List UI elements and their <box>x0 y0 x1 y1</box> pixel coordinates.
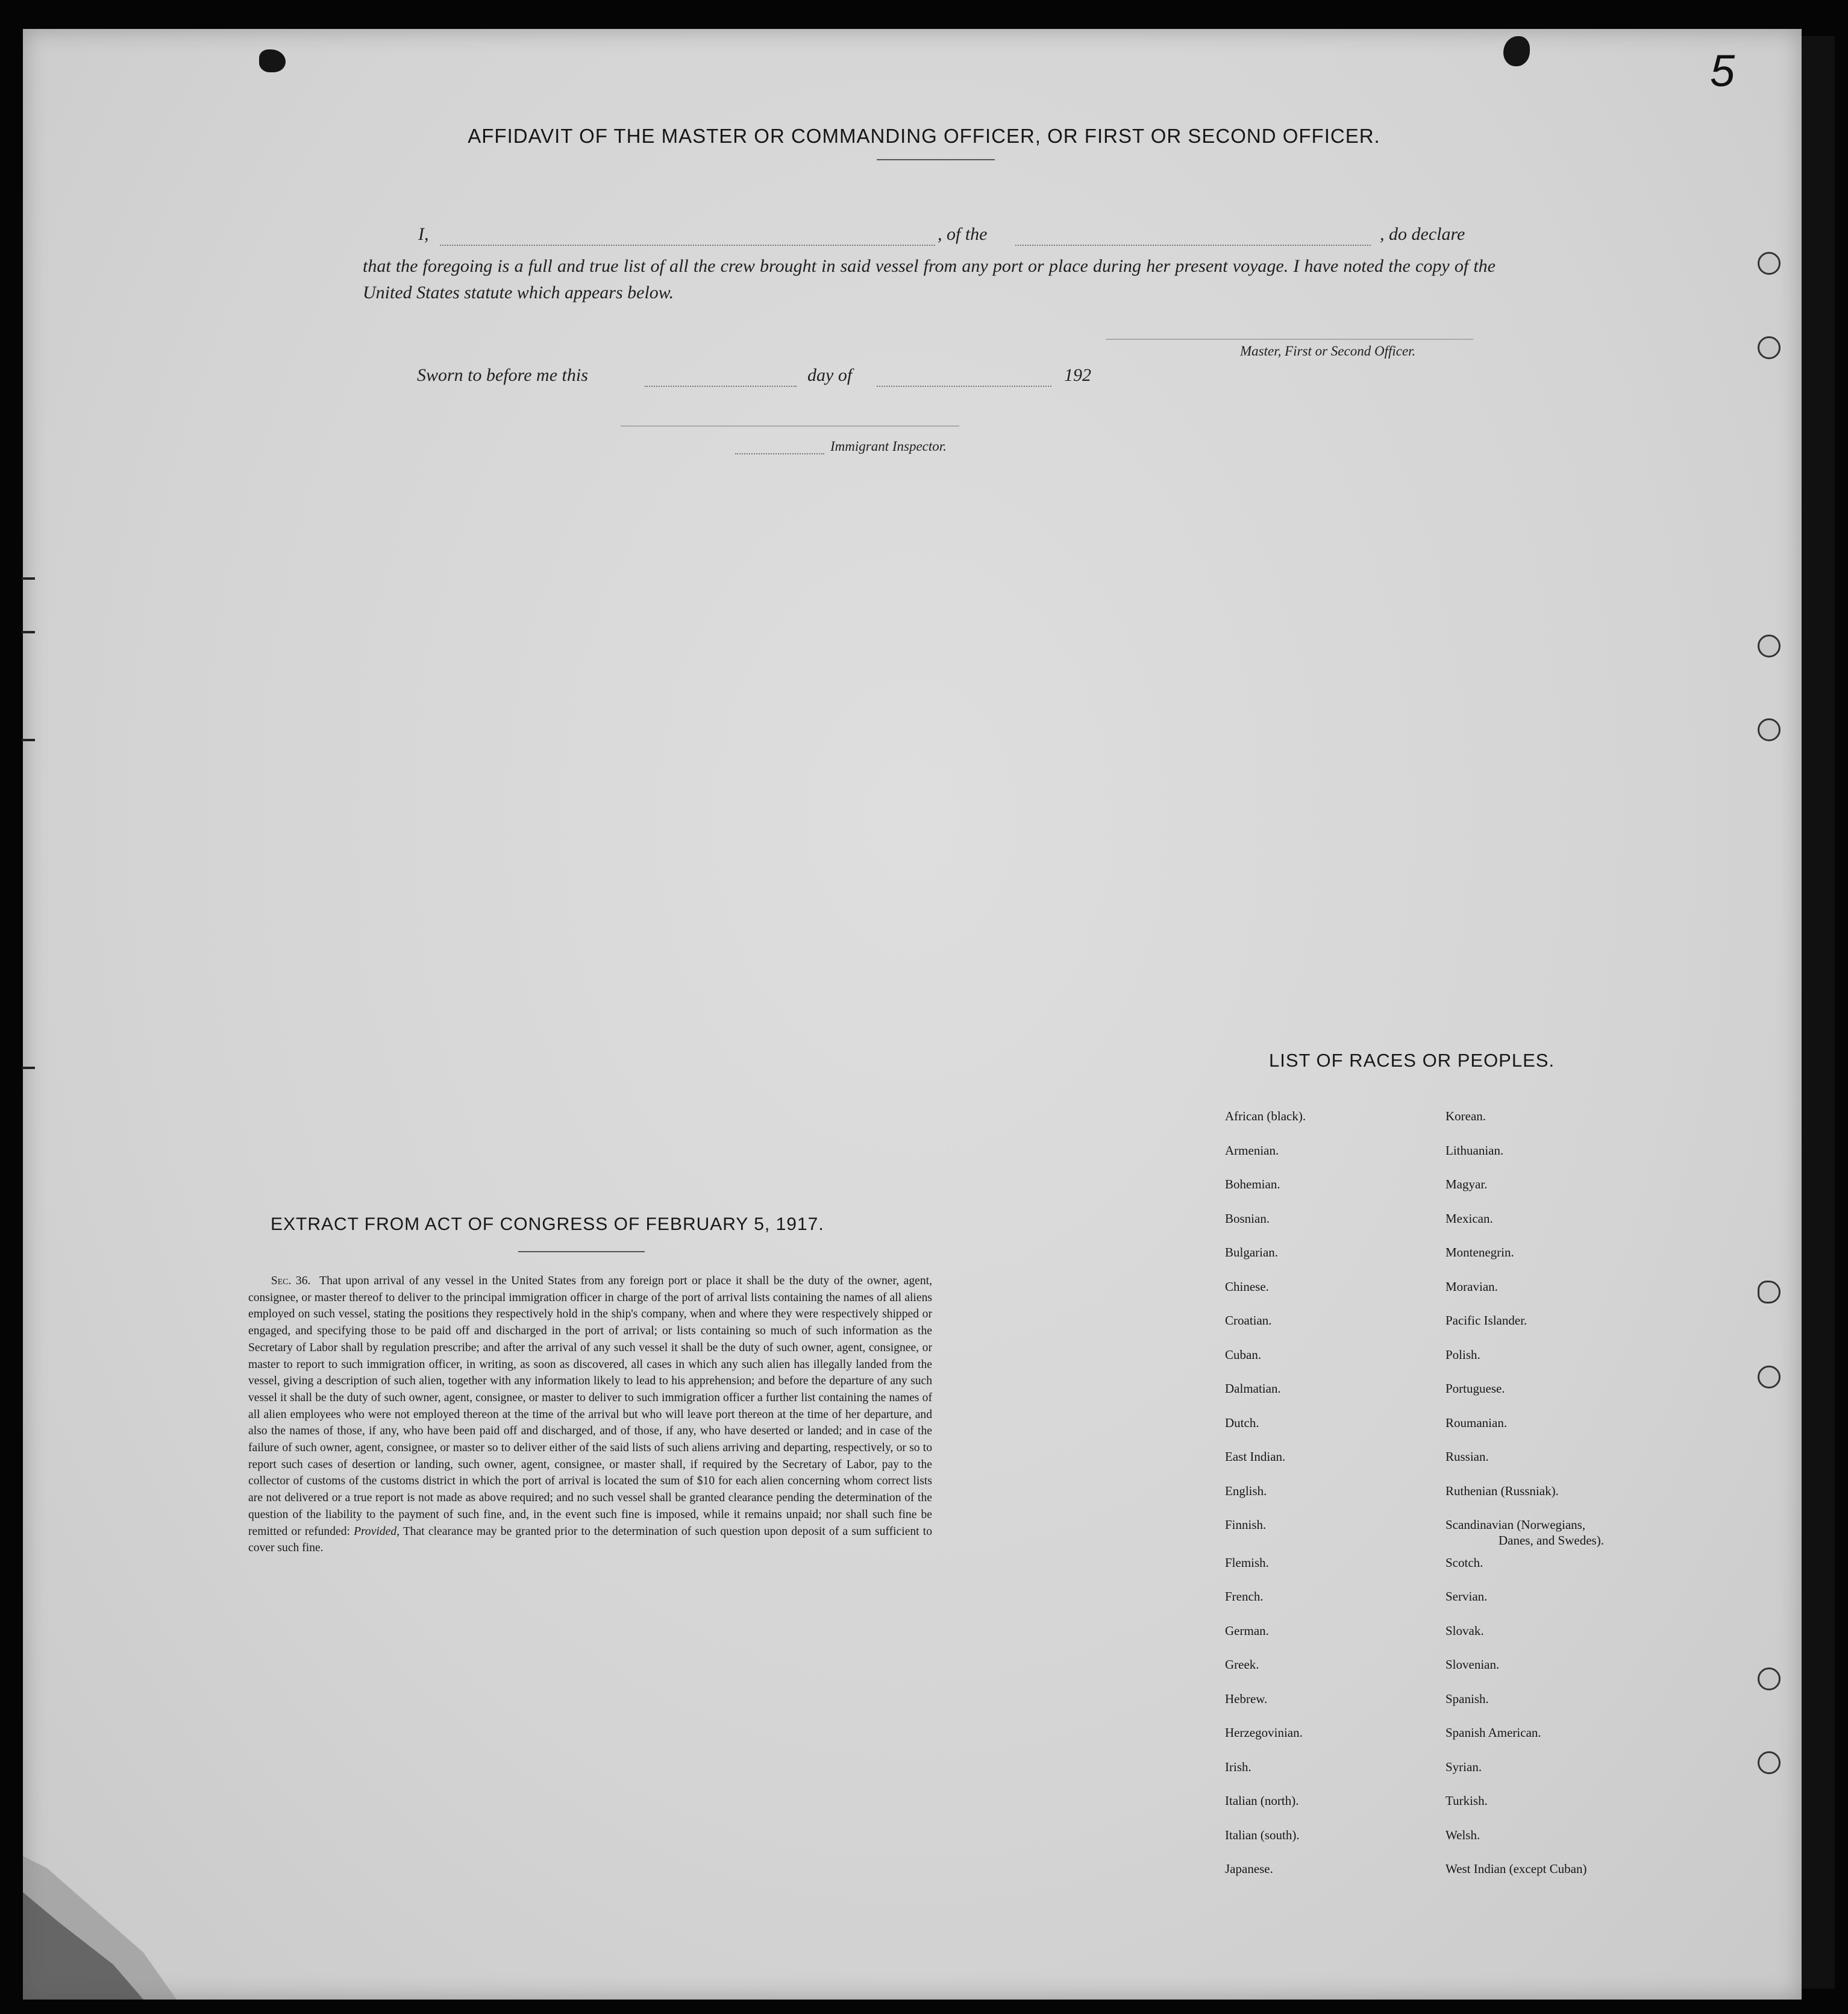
race-item: Magyar. <box>1446 1177 1488 1191</box>
race-item: Chinese. <box>1225 1279 1269 1294</box>
race-item: Slovak. <box>1446 1623 1484 1638</box>
master-signature-line <box>1106 339 1473 340</box>
affidavit-declare: , do declare <box>1380 224 1465 244</box>
race-item: Cuban. <box>1225 1347 1262 1362</box>
inspector-dot-line <box>735 453 824 454</box>
race-item: Mexican. <box>1446 1211 1493 1226</box>
ink-blot <box>1503 36 1530 66</box>
race-item: Spanish. <box>1446 1692 1489 1706</box>
affidavit-body: that the foregoing is a full and true list of all the crew brought in said vessel from any port or place during her present voyage. I have noted the copy of the United States statute which appears below. <box>363 256 1496 303</box>
races-title: LIST OF RACES OR PEOPLES. <box>1269 1050 1555 1071</box>
affidavit-of-the: , of the <box>938 224 988 244</box>
sworn-text: Sworn to before me this <box>417 365 588 385</box>
binder-hole <box>1758 718 1781 741</box>
race-item: Bulgarian. <box>1225 1245 1279 1260</box>
binder-hole <box>1758 1667 1781 1690</box>
race-item: Bosnian. <box>1225 1211 1270 1226</box>
race-item: Ruthenian (Russniak). <box>1446 1484 1559 1498</box>
race-item: Slovenian. <box>1446 1657 1500 1672</box>
binder-hole <box>1758 635 1781 657</box>
race-item: Russian. <box>1446 1449 1489 1464</box>
race-item: Syrian. <box>1446 1760 1482 1774</box>
day-blank-line <box>645 386 797 387</box>
race-item: Bohemian. <box>1225 1177 1280 1191</box>
master-label: Master, First or Second Officer. <box>1240 344 1416 359</box>
name-blank-line <box>440 245 935 246</box>
race-item: Spanish American. <box>1446 1725 1541 1740</box>
extract-title: EXTRACT FROM ACT OF CONGRESS OF FEBRUARY 5, 1917. <box>271 1214 824 1234</box>
vessel-blank-line <box>1015 245 1371 246</box>
section-number: Sec. 36. <box>271 1275 311 1287</box>
edge-mark <box>22 631 35 633</box>
extract-tail: That clearance may be granted prior to the determination of such question upon deposit of a sum sufficient to cover such fine. <box>248 1525 932 1555</box>
race-item: Welsh. <box>1446 1828 1480 1842</box>
race-item: English. <box>1225 1484 1267 1498</box>
race-item: Armenian. <box>1225 1143 1279 1158</box>
race-item: Turkish. <box>1446 1793 1488 1808</box>
edge-mark <box>22 1067 35 1069</box>
inspector-signature-line <box>621 425 959 427</box>
race-item: French. <box>1225 1589 1264 1604</box>
month-blank-line <box>877 386 1051 387</box>
race-item: Irish. <box>1225 1760 1251 1774</box>
race-item: Italian (north). <box>1225 1793 1299 1808</box>
edge-mark <box>22 577 35 580</box>
binder-hole <box>1758 1366 1781 1388</box>
race-item: Herzegovinian. <box>1225 1725 1303 1740</box>
race-item: Hebrew. <box>1225 1692 1268 1706</box>
extract-body <box>248 1273 932 1557</box>
document-sheet <box>23 29 1802 2000</box>
race-item: Scotch. <box>1446 1555 1483 1570</box>
race-item: German. <box>1225 1623 1269 1638</box>
race-item: Italian (south). <box>1225 1828 1300 1842</box>
race-item: Finnish. <box>1225 1517 1267 1532</box>
race-item: East Indian. <box>1225 1449 1286 1464</box>
binder-hole <box>1758 1281 1781 1303</box>
race-item: Korean. <box>1446 1109 1486 1123</box>
race-item: Moravian. <box>1446 1279 1498 1294</box>
inspector-label: Immigrant Inspector. <box>830 439 947 454</box>
race-item: Polish. <box>1446 1347 1480 1362</box>
race-item: Flemish. <box>1225 1555 1269 1570</box>
provided-word: Provided, <box>354 1525 400 1538</box>
race-item: Greek. <box>1225 1657 1259 1672</box>
race-item: Japanese. <box>1225 1862 1273 1876</box>
race-item: Scandinavian (Norwegians, <box>1446 1517 1586 1532</box>
affidavit-title: AFFIDAVIT OF THE MASTER OR COMMANDING OFFICER, OR FIRST OR SECOND OFFICER. <box>468 125 1380 147</box>
race-item: Lithuanian. <box>1446 1143 1504 1158</box>
page-number: 5 <box>1710 46 1735 96</box>
affidavit-i: I, <box>418 224 429 244</box>
race-item: African (black). <box>1225 1109 1306 1123</box>
binder-hole <box>1758 336 1781 359</box>
race-item: Dutch. <box>1225 1416 1259 1430</box>
race-item: Montenegrin. <box>1446 1245 1514 1260</box>
title-rule <box>877 159 995 160</box>
ink-blot <box>259 49 286 72</box>
year-prefix: 192 <box>1064 365 1091 385</box>
extract-title-rule <box>518 1251 645 1252</box>
race-item: Roumanian. <box>1446 1416 1508 1430</box>
edge-mark <box>22 739 35 741</box>
extract-text: That upon arrival of any vessel in the United States from any foreign port or place it shall be the duty of the owner, agent, consignee, or master thereof to deliver to the principal immigration officer in charge of the port of arrival lists containing the names of all aliens employed on such vessel, stating the positions they respectively hold in the ship's company, when and where they were respectively shipped or engaged, and specifying those to be paid off and discharged in the port of arrival; or lists containing so much of such information as the Secretary of Labor shall by regulation prescribe; and after the arrival of any such vessel it shall be the duty of such owner, agent, consignee, or master to report to such immigration officer, in writing, as soon as discovered, all cases in which any such alien has illegally landed from the vessel, giving a description of such alien, together with any information likely to lead to his apprehension; and before the departure of any such vessel it shall be the duty of such owner, agent, consignee, or master to deliver to such immigration officer a further list containing the names of all alien employees who were not employed thereon at the time of the arrival but who will leave port thereon at the time of her departure, and also the names of those, if any, who have been paid off and discharged, and of those, if any, who have deserted or landed; and in case of the failure of such owner, agent, consignee, or master so to deliver either of the said lists of such aliens arriving and departing, respectively, or so to report such cases of desertion or landing, such owner, agent, consignee, or master shall, if required by the Secretary of Labor, pay to the collector of customs of the customs district in which the port of arrival is located the sum of $10 for each alien concerning whom correct lists are not delivered or a true report is not made as above required; and no such vessel shall be granted clearance pending the determination of the question of the liability to the payment of such fine, and, in the event such fine is imposed, while it remains unpaid; nor shall such fine be remitted or refunded: <box>248 1275 932 1538</box>
race-item: Dalmatian. <box>1225 1381 1281 1396</box>
day-of-text: day of <box>807 365 853 385</box>
race-item: West Indian (except Cuban) <box>1446 1862 1587 1876</box>
race-item: Servian. <box>1446 1589 1488 1604</box>
race-item: Portuguese. <box>1446 1381 1505 1396</box>
corner-damage <box>23 1856 180 2000</box>
race-item: Danes, and Swedes). <box>1499 1533 1604 1548</box>
race-item: Pacific Islander. <box>1446 1313 1527 1328</box>
page-edge-shadow <box>1799 36 1835 1989</box>
race-item: Croatian. <box>1225 1313 1272 1328</box>
binder-hole <box>1758 252 1781 275</box>
binder-hole <box>1758 1751 1781 1774</box>
